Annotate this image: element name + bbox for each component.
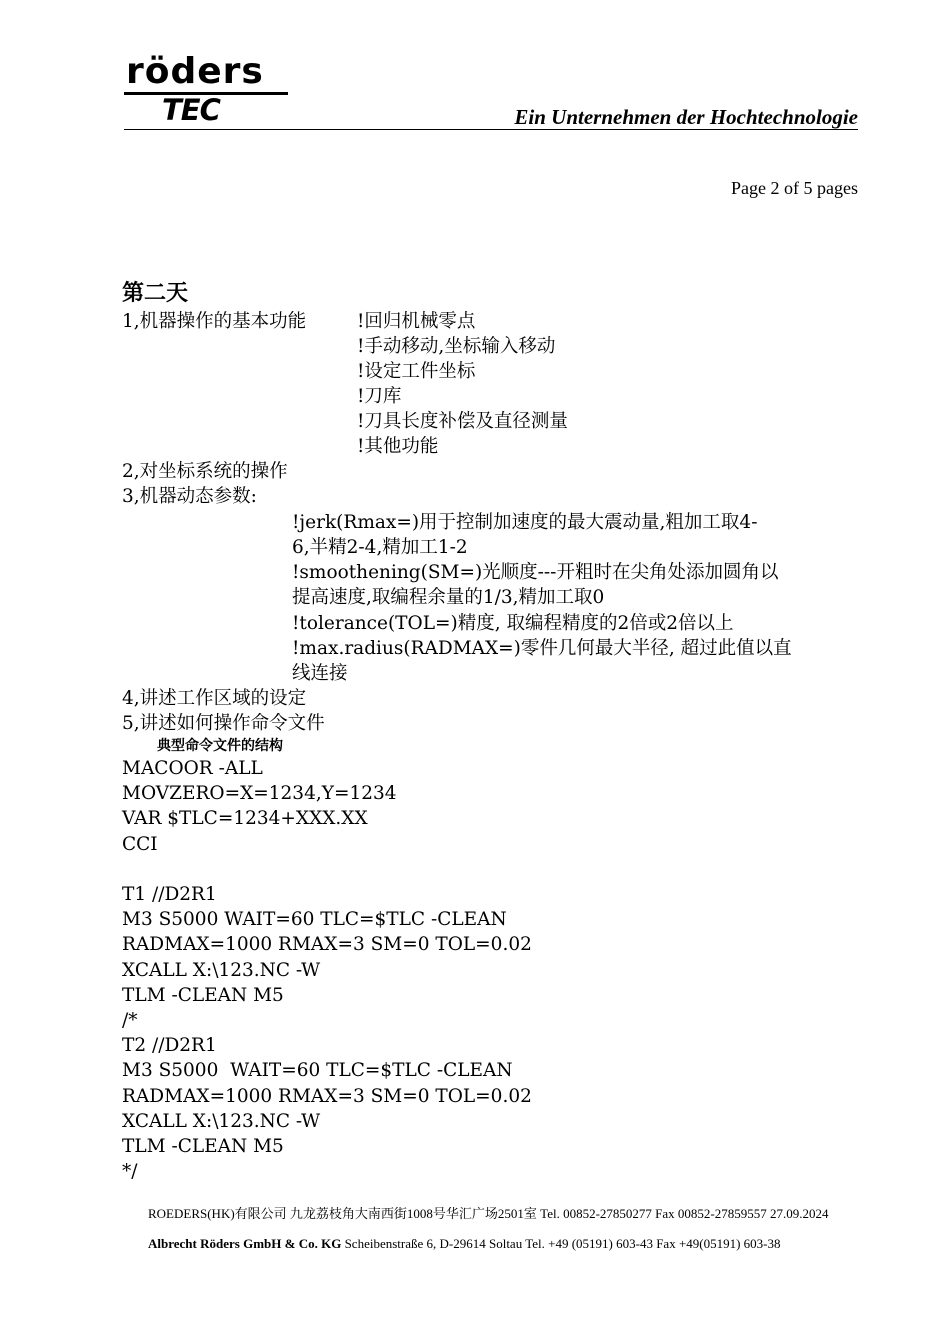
- code-line: RADMAX=1000 RMAX=3 SM=0 TOL=0.02: [122, 934, 532, 955]
- code-line: T2 //D2R1: [122, 1035, 217, 1056]
- section3-line: 6,半精2-4,精加工1-2: [292, 537, 468, 558]
- section2-label: 2,对坐标系统的操作: [122, 461, 288, 482]
- section3-line: 线连接: [292, 663, 348, 684]
- section4-label: 4,讲述工作区域的设定: [122, 688, 307, 709]
- footer-de-details: Scheibenstraße 6, D-29614 Soltau Tel. +49 (05191) 603-43 Fax +49(05191) 603-38: [341, 1236, 781, 1251]
- company-logo-subtext: TEC: [162, 93, 220, 127]
- header-divider: [124, 129, 858, 130]
- section3-line: !jerk(Rmax=)用于控制加速度的最大震动量,粗加工取4-: [292, 512, 758, 533]
- day-heading: 第二天: [122, 281, 189, 306]
- code-line: MOVZERO=X=1234,Y=1234: [122, 783, 397, 804]
- code-line: TLM -CLEAN M5: [122, 1136, 284, 1157]
- footer-company-name: Albrecht Röders GmbH & Co. KG: [148, 1236, 342, 1251]
- section1-item: !手动移动,坐标输入移动: [357, 336, 556, 357]
- section5-label: 5,讲述如何操作命令文件: [122, 713, 325, 734]
- section3-line: !smoothening(SM=)光顺度---开粗时在尖角处添加圆角以: [292, 562, 779, 583]
- code-line: M3 S5000 WAIT=60 TLC=$TLC -CLEAN: [122, 909, 507, 930]
- code-line: /*: [122, 1010, 138, 1031]
- code-line: TLM -CLEAN M5: [122, 985, 284, 1006]
- section1-item: !其他功能: [357, 436, 439, 457]
- code-line: VAR $TLC=1234+XXX.XX: [122, 808, 368, 829]
- section3-line: !tolerance(TOL=)精度, 取编程精度的2倍或2倍以上: [292, 613, 734, 634]
- header-tagline: Ein Unternehmen der Hochtechnologie: [514, 105, 858, 129]
- section1-item: !刀具长度补偿及直径测量: [357, 411, 568, 432]
- code-line: RADMAX=1000 RMAX=3 SM=0 TOL=0.02: [122, 1086, 532, 1107]
- section1-label: 1,机器操作的基本功能: [122, 311, 307, 332]
- code-line: MACOOR -ALL: [122, 758, 263, 779]
- section3-line: !max.radius(RADMAX=)零件几何最大半径, 超过此值以直: [292, 638, 792, 659]
- code-line: XCALL X:\123.NC -W: [122, 960, 321, 981]
- code-line: M3 S5000 WAIT=60 TLC=$TLC -CLEAN: [122, 1060, 513, 1081]
- section3-line: 提高速度,取编程余量的1/3,精加工取0: [292, 587, 605, 608]
- page-number: Page 2 of 5 pages: [731, 178, 858, 198]
- footer-hk-address: ROEDERS(HK)有限公司 九龙荔枝角大南西街1008号华汇广场2501室 Tel. 00852-27850277 Fax 00852-27859557 27.09.2024: [148, 1206, 829, 1221]
- code-line: XCALL X:\123.NC -W: [122, 1111, 321, 1132]
- command-file-subheading: 典型命令文件的结构: [157, 738, 283, 754]
- footer-de-address: [148, 1236, 781, 1252]
- section3-label: 3,机器动态参数:: [122, 486, 257, 507]
- section1-item: !设定工件坐标: [357, 361, 476, 382]
- code-line: T1 //D2R1: [122, 884, 217, 905]
- company-logo-text: röders: [126, 51, 264, 92]
- code-line: */: [122, 1161, 138, 1182]
- code-line: CCI: [122, 834, 158, 855]
- section1-item: !刀库: [357, 386, 402, 407]
- section1-item: !回归机械零点: [357, 311, 476, 332]
